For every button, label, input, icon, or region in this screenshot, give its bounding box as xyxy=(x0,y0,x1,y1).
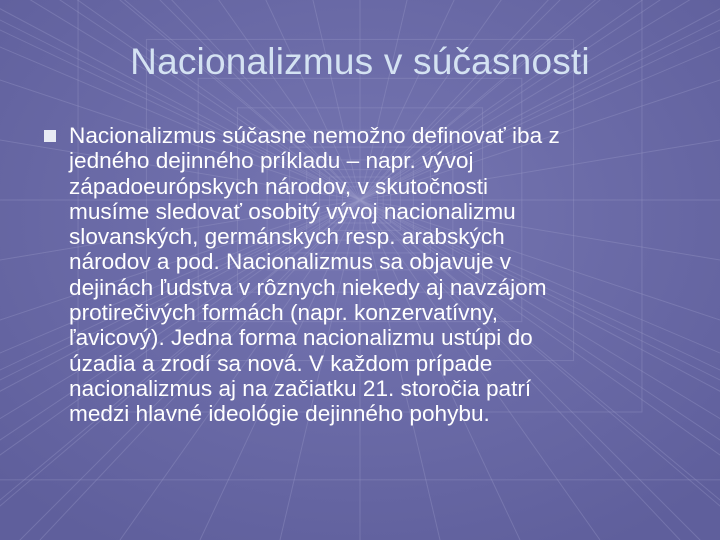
slide-title: Nacionalizmus v súčasnosti xyxy=(130,41,590,82)
bullet-text: Nacionalizmus súčasne nemožno definovať iba z jedného dejinného príkladu – napr. vývoj západoeurópskych národov, v skutočnosti musíme sledovať osobitý vývoj nacionalizmu slovanských, germánskych resp. arabských národov a pod. Nacionalizmus sa objavuje v dejinách ľudstva v rôznych niekedy aj navzájom protirečivých formách (napr. konzervatívny, ľavicový). Jedna forma nacionalizmu ustúpi do úzadia a zrodí sa nová. V každom prípade nacionalizmus aj na začiatku 21. storočia patrí medzi hlavné ideológie dejinného pohybu. xyxy=(69,123,560,427)
square-bullet-icon xyxy=(44,130,56,142)
